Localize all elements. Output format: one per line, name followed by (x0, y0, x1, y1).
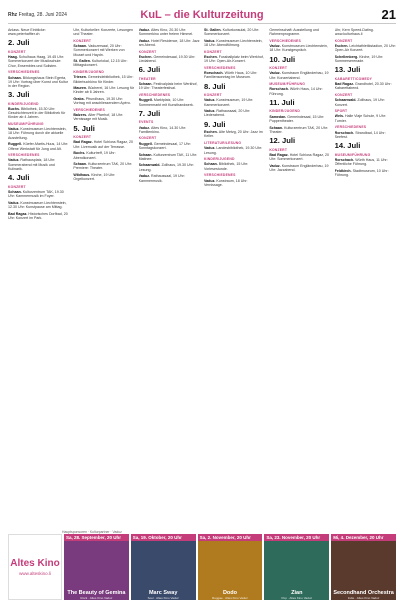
event-details: Vaduzersaal, 20 Uhr: Sommerkonzert mit Werken von Mozart und Haydn. (73, 44, 125, 57)
event-location: Rorschach. (203, 71, 225, 76)
event-location: Vaduz. (203, 146, 217, 151)
event-details: Gemeindebibliothek, 15 Uhr: Bilderbuchkino für Kinder. (73, 75, 134, 84)
event-details: Kunstmuseum Liechtenstein, 18 Uhr: Abendführung. (203, 38, 263, 48)
event-location: Buchs. (8, 106, 21, 111)
event-entry (73, 86, 134, 94)
event-entry (73, 162, 134, 170)
event-entry (8, 190, 69, 198)
event-entry (204, 130, 265, 138)
event-details: Festivalplatz beim Werkhof, 19 Uhr: Theaterfestival. (138, 82, 198, 91)
ad-title: Secondhand Orchestra (333, 590, 394, 596)
event-details: Kulturlokal, 12.15 Uhr: Mittagskonzert. (73, 59, 128, 68)
event-location: Schaan. (73, 162, 89, 167)
event-details: Kunstmuseum Liechtenstein, 18 Uhr: Führung durch die aktuelle Ausstellung. (8, 127, 67, 140)
event-entry (204, 28, 265, 36)
date-heading: 10. Juli (269, 54, 296, 64)
event-entry (204, 71, 265, 79)
ad-date: Sa, 19. Oktober, 20 Uhr (131, 534, 196, 541)
continued-text: Gemeinschaft: Ausstellung und Rahmenprogramm. (269, 28, 319, 37)
event-location: Vaduz. (8, 200, 21, 205)
event-location: Schaan. (203, 162, 219, 167)
date-heading: 6. Juli (138, 65, 161, 75)
event-entry (139, 142, 200, 150)
event-details: Historisches Dorfbad, 20 Uhr: Konzert im Park. (8, 211, 68, 220)
event-location: Rorschach. (334, 157, 356, 162)
venue-url[interactable]: www.alteskino.li (19, 570, 51, 576)
event-details: Würth Haus, 11 Uhr: Öffentliche Führung. (334, 157, 388, 166)
date-heading: 3. Juli (8, 90, 30, 100)
ad-subtitle: Pop · Altes Kino Vaduz (281, 596, 313, 600)
event-entry (139, 98, 200, 106)
event-entry (204, 39, 265, 47)
date-heading: 13. Juli (334, 65, 361, 75)
ad-title: The Beauty of Gemina (67, 590, 126, 596)
category-label: KINDER/JUGEND (8, 101, 39, 106)
event-location: Schaanwald. (138, 163, 162, 168)
category-label: SPORT (334, 109, 348, 114)
event-column (335, 28, 396, 530)
event-location: Haag. (8, 55, 19, 60)
date-heading: 14. Juli (334, 140, 361, 150)
category-label: KONZERT (269, 147, 288, 152)
event-entry (73, 151, 134, 159)
event-location: Schaanwald. (334, 98, 358, 103)
section-title: KuL – die Kulturzeitung (140, 8, 264, 21)
date-heading: 7. Juli (138, 108, 161, 118)
event-details: Rathaussaal, 19 Uhr: Kammermusik. (138, 174, 185, 183)
category-label: KINDER/JUGEND (203, 157, 235, 162)
continued-text: Uhr, Kulturkeller: Konzerte, Lesungen und Theater. (73, 28, 134, 37)
event-location: Vaduz. (8, 158, 21, 163)
event-entry (335, 158, 396, 166)
ad-cards (64, 534, 396, 600)
event-entry (269, 87, 330, 95)
event-location: Bad Ragaz. (334, 82, 356, 87)
category-label: KINDER/JUGEND (73, 70, 104, 75)
event-details: Zollhaus, 19 Uhr: Konzert. (334, 98, 385, 107)
event-location: Vaduz. (203, 109, 217, 114)
event-location: Bad Ragaz. (73, 140, 94, 145)
event-entry (204, 55, 265, 63)
event-location: Eschen. (203, 55, 219, 60)
date-heading: 2. Juli (8, 38, 30, 48)
event-details: Stadtmuseum, 10 Uhr: Führung. (334, 168, 389, 177)
event-details: Würth Haus, 10 Uhr: Familiensonntag im Museum. (203, 71, 258, 80)
event-details: Pfrundhaus, 19.30 Uhr: Vortrag mit anschliessendem Apéro. (73, 97, 131, 106)
event-entry (73, 140, 134, 148)
category-label: KONZERT (73, 38, 92, 43)
event-entry (335, 169, 396, 177)
event-details: Hotel Schloss Ragaz, 20 Uhr: Livemusik auf der Terrasse. (73, 140, 134, 149)
event-location: Samedan. (269, 114, 288, 119)
category-label: KONZERT (334, 93, 353, 98)
event-entry (335, 98, 396, 106)
event-entry (269, 44, 330, 52)
event-details: Bibliothek, 15.30 Uhr: Geschichtenzeit in der Bibliothek für Kinder ab 4 Jahren. (8, 106, 66, 120)
ad-banner (8, 534, 396, 600)
event-details: Kulturkonsulat, 20 Uhr: Sommerkonzert. (203, 28, 260, 37)
event-entry (335, 55, 396, 63)
event-details: Bildungshaus Stein Egerta, 19 Uhr: Vortrag über Kunst und Kultur in der Region. (8, 75, 69, 88)
event-location: St. Gallen. (203, 28, 223, 32)
event-column (269, 28, 330, 530)
event-location: Vaduz. (269, 163, 282, 168)
ad-subtitle: Reggae · Altes Kino Vaduz (212, 596, 248, 600)
ad-card[interactable] (131, 534, 196, 600)
event-entry (139, 174, 200, 182)
event-entry (204, 162, 265, 170)
ad-subtitle: Indie · Altes Kino Vaduz (347, 596, 380, 600)
category-label: KONZERT (8, 184, 26, 189)
ad-date: Sa, 28. September, 20 Uhr (64, 534, 129, 541)
event-location: Eschen. (203, 130, 219, 135)
event-entry (269, 71, 330, 79)
event-details: Fussballplatz beim Werkhof, 19 Uhr: Open-Air-Konzert. (203, 55, 264, 64)
event-entry (73, 97, 134, 105)
date-heading: 9. Juli (203, 119, 226, 129)
category-label: KONZERT (203, 49, 222, 54)
category-label: KONZERT (269, 66, 288, 71)
event-details: Gemeindesaal, 15 Uhr: Puppentheater. (269, 114, 325, 123)
category-label: VERSCHIEDENES (203, 173, 236, 178)
event-details: Kunstmuseum Liechtenstein, 12.30 Uhr: Kunstpause am Mittag. (8, 200, 67, 209)
event-location: Vaduz. (203, 178, 217, 183)
event-location: Wels. (334, 114, 345, 119)
event-location: Ruggell. (138, 98, 154, 103)
event-entry (204, 98, 265, 106)
date-heading: 4. Juli (8, 173, 30, 183)
event-entry (73, 59, 134, 67)
ad-card[interactable] (264, 534, 329, 600)
ad-title: Zian (291, 590, 303, 596)
category-label: THEATER (138, 77, 156, 82)
event-entry (139, 163, 200, 171)
event-location: Rorschach. (269, 87, 290, 92)
category-label: KONZERT (8, 50, 26, 54)
category-label: EVENTS (138, 120, 154, 125)
event-location: Vaduz. (203, 38, 217, 43)
event-entry (139, 55, 200, 63)
event-entry (335, 131, 396, 139)
event-location: Ruggell. (138, 141, 154, 146)
event-details: Küefer-Martis-Huus, 14 Uhr: Offene Werkstatt für Jung und Alt. (8, 142, 69, 151)
category-label: VERSCHIEDENES (334, 125, 367, 130)
event-entry (73, 44, 134, 57)
event-location: Eschen. (138, 55, 154, 60)
event-location: Buchs. (73, 151, 87, 156)
event-location: Schellenberg. (334, 55, 360, 60)
event-details: Altes Kino, 14.30 Uhr: Familienkino. (138, 125, 187, 134)
event-details: Marktplatz, 10 Uhr: Sommermarkt mit Kunsthandwerk. (138, 98, 194, 107)
event-details: Kulturzentrum TAK, 20 Uhr: Premiere: Theater. (73, 162, 132, 171)
ad-title: Dodo (222, 590, 238, 596)
category-label: VERSCHIEDENES (269, 38, 301, 43)
event-details: Rathaussaal, 20 Uhr: Liederabend. (203, 109, 251, 118)
event-location: Schaan. (138, 152, 154, 157)
event-entry (8, 76, 69, 89)
event-details: Kunstraum Engländerbau, 19 Uhr: Jazzabend. (269, 163, 329, 172)
event-entry (335, 114, 396, 122)
event-details: Strandbad, 14 Uhr: Seefest. (334, 130, 386, 139)
event-location: Triesen. (73, 75, 88, 80)
category-label: VERSCHIEDENES (138, 93, 171, 98)
event-location: Ruggell. (8, 142, 24, 147)
ad-subtitle: Soul · Altes Kino Vaduz (147, 596, 179, 600)
event-location: Schaan. (8, 75, 23, 80)
category-label: KONZERT (138, 49, 157, 54)
category-label: KINDER/JUGEND (269, 109, 300, 114)
event-columns (8, 28, 396, 530)
event-details: Kulturzentrum TAK, 11 Uhr: Matinee. (138, 152, 197, 161)
event-details: Kunstraum Engländerbau, 19 Uhr: Konzertabend. (269, 71, 329, 80)
continued-text: Anlass. Neue Einblicke: www.peterhaffter.ch (8, 28, 46, 37)
category-label: KONZERT (203, 93, 222, 98)
event-details: Schulhaus Haag, 19.45 Uhr: Sommerkonzert der Musikschule: Chor, Ensembles und Solisten. (8, 55, 64, 68)
ad-date: Sa, 2. November, 20 Uhr (198, 534, 263, 541)
event-details: Zollhaus, 19.30 Uhr: Lesung. (138, 163, 194, 172)
header-source: Rhz (8, 11, 18, 18)
event-details: Kunstmuseum Liechtenstein, 18 Uhr: Kunstgespräch. (269, 44, 328, 53)
event-entry (73, 113, 134, 121)
event-location: Vaduz. (203, 98, 217, 103)
event-location: Schaan. (269, 125, 285, 130)
event-location: Vaduz. (138, 38, 152, 43)
event-entry (139, 153, 200, 161)
event-details: Leichtathletikstadion, 20 Uhr: Open-Air Konzert. (334, 44, 396, 53)
event-location: Mauren. (73, 86, 89, 91)
event-entry (204, 109, 265, 117)
event-location: Feldkirch. (334, 168, 353, 173)
category-label: VERSCHIEDENES (73, 108, 105, 113)
event-details: Kulturzentrum TAK, 20 Uhr: Theater. (269, 125, 328, 134)
event-entry (204, 179, 265, 187)
header-meta (8, 12, 128, 18)
category-label: KABARETT/COMEDY (334, 77, 373, 82)
event-location: Eschen. (334, 44, 350, 49)
category-label: VERSCHIEDENES (203, 65, 236, 70)
event-entry (269, 115, 330, 123)
event-location: Schaan. (138, 82, 154, 87)
event-details: Grandhotel, 20.30 Uhr: Kabarettabend. (334, 82, 392, 91)
event-column (204, 28, 265, 530)
category-label: MUSEUM/FÜHRUNG (8, 122, 44, 127)
event-details: Hotel Schloss Ragaz, 20 Uhr: Sommerkonzert. (269, 152, 330, 161)
event-details: Würth Haus, 14 Uhr: Führung. (269, 87, 323, 96)
ad-date: Sa, 23. November, 20 Uhr (264, 534, 329, 541)
page-header (8, 6, 396, 24)
category-label: KONZERT (73, 135, 92, 140)
event-entry (8, 55, 69, 68)
event-location: Grabs. (73, 97, 86, 102)
category-label: LITERATUR/LESUNG (203, 141, 242, 146)
ad-title: Marc Sway (148, 590, 178, 596)
event-entry (73, 75, 134, 83)
event-column (139, 28, 200, 530)
date-heading: 11. Juli (269, 97, 295, 107)
date-heading: 8. Juli (203, 81, 226, 91)
event-entry (139, 39, 200, 47)
event-entry (8, 158, 69, 171)
event-details: Alter Pfarrhof, 18 Uhr: Vernissage mit Musik. (73, 113, 124, 122)
category-label: MUSEUM/FÜHRUNG (269, 82, 306, 87)
category-label: MUSEUM/FÜHRUNG (334, 152, 371, 157)
event-details: Altes Kino, 20.30 Uhr: Sommerkino unter freiem Himmel. (138, 28, 194, 37)
event-entry (269, 164, 330, 172)
event-entry (139, 126, 200, 134)
event-entry (269, 153, 330, 161)
event-column (8, 28, 69, 530)
ad-date: Mi, 4. Dezember, 20 Uhr (331, 534, 396, 541)
event-details: Kulturtreff, 19 Uhr: Abendkonzert. (73, 151, 116, 160)
event-location: Bad Ragaz. (269, 152, 290, 157)
event-location: Vaduz. (138, 28, 152, 32)
event-details: Bücherei, 16 Uhr: Lesung für Kinder ab 6 Jahren. (73, 86, 135, 95)
ad-subtitle: Rock · Altes Kino Vaduz (80, 596, 113, 600)
event-details: Alte Metzg, 20 Uhr: Jazz im Keller. (203, 130, 263, 139)
event-details: Bibliothek, 15 Uhr: Vorlesestunde. (203, 162, 249, 171)
event-entry (8, 201, 69, 209)
event-details: Kulturzentrum TAK, 19.30 Uhr: Kammermusik im Foyer. (8, 189, 64, 199)
event-entry (335, 82, 396, 90)
event-details: Landesbibliothek, 19.30 Uhr: Lesung. (203, 146, 263, 155)
event-details: Halle Vlaje Schule, 9 Uhr: Turnier. (334, 114, 386, 123)
event-entry (204, 146, 265, 154)
event-column (73, 28, 134, 530)
sponsor-note: Hauptsponsoren · Kulturpartner · Vaduz (62, 530, 122, 534)
category-label: KONZERT (138, 136, 157, 141)
event-location: Vaduz. (138, 174, 152, 179)
event-location: Wildhaus. (73, 173, 92, 178)
event-location: Rorschach. (334, 130, 356, 135)
date-heading: 12. Juli (269, 135, 296, 145)
event-details: Kunstraum, 18 Uhr: Vernissage. (203, 178, 248, 187)
event-entry (8, 212, 69, 220)
ad-card[interactable] (64, 534, 129, 600)
ad-card[interactable] (198, 534, 263, 600)
continued-text: Uhr, Kern Speed-Dating. www.kulturhaus.li (334, 28, 374, 37)
event-entry (8, 127, 69, 140)
date-heading: 5. Juli (73, 123, 95, 133)
event-location: St. Gallen. (73, 59, 92, 64)
event-location: Balzers. (73, 113, 89, 118)
category-label: KONZERT (334, 38, 353, 43)
category-label: VERSCHIEDENES (8, 153, 40, 158)
event-location: Schaan. (8, 189, 23, 194)
ad-card[interactable] (331, 534, 396, 600)
event-entry (73, 173, 134, 181)
event-details: Kunstmuseum, 19 Uhr: Kammerkonzert. (203, 98, 254, 107)
category-label: VERSCHIEDENES (8, 70, 40, 75)
header-date: Freitag, 28. Juni 2024 (18, 11, 67, 18)
event-location: Vaduz. (8, 127, 21, 132)
event-location: Vaduz. (138, 125, 152, 130)
event-location: Vaduz. (269, 44, 282, 49)
page-number: 21 (381, 7, 396, 22)
event-details: Kirche, 19 Uhr: Sommerserenade. (334, 55, 384, 64)
event-entry (8, 142, 69, 150)
event-location: Vaduz. (269, 71, 282, 76)
event-details: Hotel Residence, 18 Uhr: Jazz am Abend. (138, 38, 200, 48)
event-location: Schaan. (73, 44, 89, 49)
venue-logo-text: Altes Kino (10, 557, 60, 569)
event-details: Kirche, 19 Uhr: Orgelkonzert. (73, 173, 116, 182)
event-entry (8, 107, 69, 120)
event-entry (269, 126, 330, 134)
event-details: Rathausplatz, 18 Uhr: Sommerabend mit Musik und Kulinarik. (8, 158, 56, 171)
event-entry (139, 82, 200, 90)
event-location: Bad Ragaz. (8, 211, 29, 216)
event-details: Gemeindesaal, 17 Uhr: Sonntagskonzert. (138, 141, 191, 150)
event-details: Gemeindesaal, 19.30 Uhr: Liedabend. (138, 55, 196, 64)
venue-logo[interactable] (8, 534, 62, 600)
event-entry (335, 44, 396, 52)
event-entry (139, 28, 200, 36)
